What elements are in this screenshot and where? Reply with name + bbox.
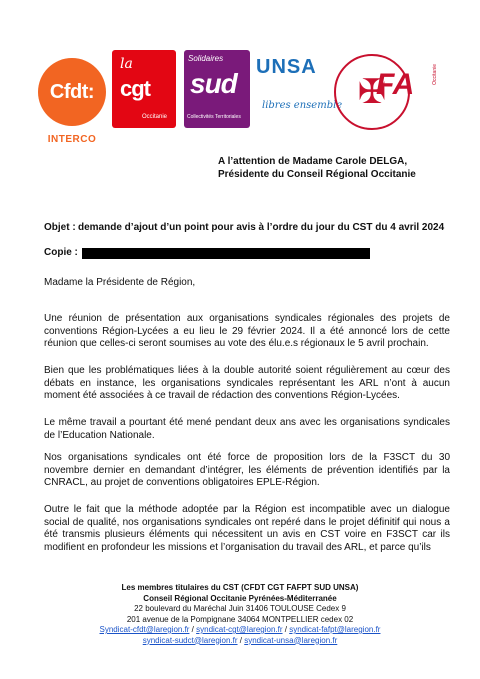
sud-logo-text: sud — [190, 68, 237, 99]
addressee-block — [218, 156, 450, 181]
sud-logo-top: Solidaires — [188, 54, 224, 63]
email-separator: / — [282, 625, 290, 634]
addressee-title: Présidente du Conseil Régional Occitanie — [218, 168, 416, 180]
email-link-cgt[interactable]: syndicat-cgt@laregion.fr — [196, 625, 283, 634]
copie-label: Copie : — [44, 247, 78, 258]
email-link-fafpt[interactable]: syndicat-fafpt@laregion.fr — [289, 625, 381, 634]
paragraph: Outre le fait que la méthode adoptée par la Région est incompatible avec un dialogue social de qualité, nos organisations syndicales ont repéré dans le projet définitif qui nous a été transmis plusieurs éléments qui nécessitent un avis en CST voire en F3SCT car ils modifient en profondeur les missions et l’organisation du travail des ARL, et parce qu’ils — [44, 504, 450, 553]
fa-logo-side: Occitanie — [432, 64, 438, 85]
cgt-logo-region: Occitanie — [142, 114, 168, 120]
cfdt-logo — [38, 58, 106, 126]
email-separator: / — [237, 635, 245, 645]
footer-council: Conseil Régional Occitanie Pyrénées-Méditerranée — [143, 593, 337, 603]
occitan-cross-icon: ✠ — [334, 54, 410, 130]
objet-text: demande d’ajout d’un point pour avis à l’ordre du jour du CST du 4 avril 2024 — [78, 222, 445, 233]
footer-address-montpellier: 201 avenue de la Pompignane 34064 MONTPELLIER cedex 02 — [126, 614, 354, 624]
paragraph: Le même travail a pourtant été mené pendant deux ans avec les organisations syndicales de l’Education Nationale. — [44, 417, 450, 441]
footer-members: Les membres titulaires du CST (CFDT CGT FAFPT SUD UNSA) — [121, 583, 359, 592]
logo-bar — [0, 44, 480, 145]
unsa-logo-tagline: libres ensemble — [262, 100, 343, 111]
cfdt-logo-subtitle: INTERCO — [47, 134, 97, 145]
cgt-logo-text: cgt — [120, 76, 150, 101]
fa-logo: FA — [376, 68, 415, 101]
paragraph: Bien que les problématiques liées à la double autorité soient régulièrement au cœur des débats en instance, les organisations syndicales représentant les ARL n’ont à aucun moment été associées à ce travail de rédaction des conventions Région-Lycées. — [44, 365, 450, 401]
footer-address-toulouse: 22 boulevard du Maréchal Juin 31406 TOULOUSE Cedex 9 — [134, 604, 346, 613]
cfdt-logo-text: Cfdt: — [49, 80, 95, 103]
cgt-logo — [112, 50, 176, 128]
addressee-line: A l’attention de Madame Carole DELGA, — [218, 156, 408, 167]
objet-label: Objet : — [44, 222, 76, 233]
email-separator: / — [189, 625, 197, 634]
footer-emails-row1 — [60, 625, 420, 636]
footer — [60, 583, 420, 646]
email-link-cfdt[interactable]: Syndicat-cfdt@laregion.fr — [99, 625, 190, 634]
cgt-logo-la: la — [120, 56, 133, 72]
unsa-logo: UNSA — [256, 56, 317, 78]
email-link-unsa[interactable]: syndicat-unsa@laregion.fr — [244, 635, 338, 645]
greeting: Madame la Présidente de Région, — [44, 277, 196, 288]
footer-emails-row2 — [60, 636, 420, 647]
email-link-sudct[interactable]: syndicat-sudct@laregion.fr — [142, 635, 238, 645]
sud-logo-bottom: Collectivités Territoriales — [187, 114, 241, 120]
paragraph: Une réunion de présentation aux organisations syndicales régionales des projets de conventions Région-Lycées a eu lieu le 29 février 2024. Il a été annoncé lors de cette réunion que celles-ci seront soumises au vote des élu.e.s régionaux le 5 avril prochain. — [44, 313, 450, 349]
sud-logo — [184, 50, 250, 128]
paragraph: Nos organisations syndicales ont été force de proposition lors de la F3SCT du 30 novembre dernier en demandant d’intégrer, les éléments de prévention identifiés par la CNRACL, au projet de conventions obligatoires EPLE-Région. — [44, 452, 450, 488]
redaction-bar — [82, 248, 370, 259]
